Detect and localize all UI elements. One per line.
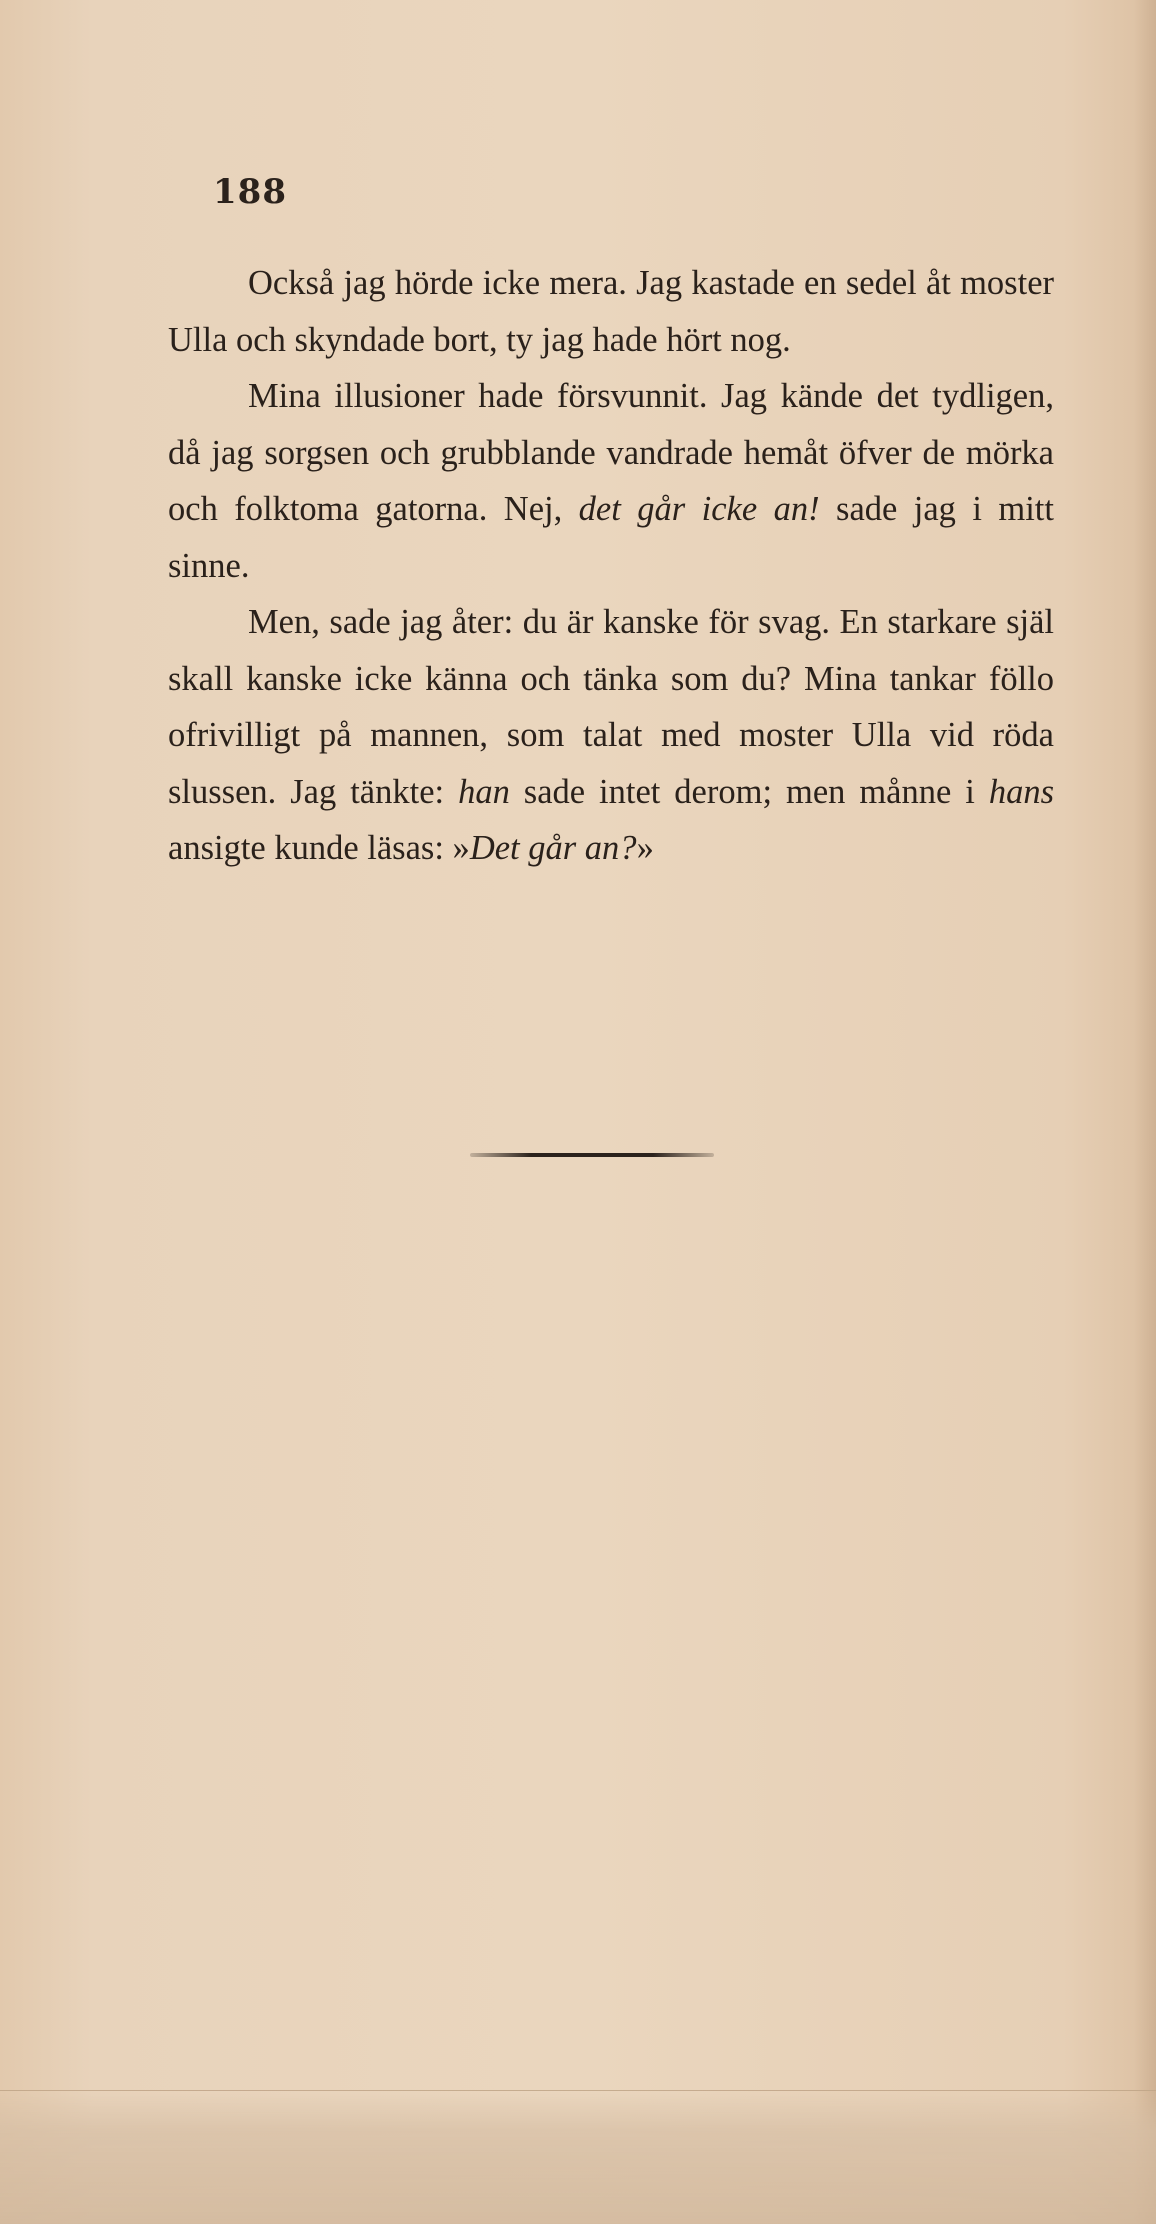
text-run: ansigte kunde läsas: » (168, 829, 470, 867)
section-divider-rule (470, 1153, 714, 1157)
text-run: Också jag hörde icke mera. Jag kastade en sedel åt moster Ulla och skyndade bort, ty jag hade hört nog. (168, 264, 1054, 359)
page-bottom-fold (0, 2090, 1156, 2224)
text-run: sade intet derom; men månne i (509, 772, 989, 811)
italic-text: Det går an? (469, 829, 637, 867)
italic-text: hans (988, 772, 1055, 811)
text-run: » (636, 829, 654, 867)
text-run: Men, sade jag åter: du är kanske för svag. En starkare själ skall kanske icke känna och tänka som du? Mina tankar föllo ofrivilligt på mannen, som talat med moster Ulla vid röda slussen. Jag tänkte: (168, 603, 1054, 811)
page-edge (1134, 0, 1156, 2224)
italic-text: han (458, 772, 510, 811)
italic-text: det går icke an! (578, 490, 820, 528)
paragraph (168, 594, 1054, 877)
text-run: Mina illusioner hade försvunnit. Jag kände det tydligen, då jag sorgsen och grubblande vandrade hemåt öfver de mörka och folktoma gatorna. Nej, (168, 377, 1054, 528)
text-run: sade jag i mitt sinne. (168, 490, 1054, 585)
body-text (168, 255, 1054, 877)
paragraph (168, 255, 1054, 368)
paragraph (168, 368, 1054, 594)
page-number: 188 (213, 172, 287, 212)
